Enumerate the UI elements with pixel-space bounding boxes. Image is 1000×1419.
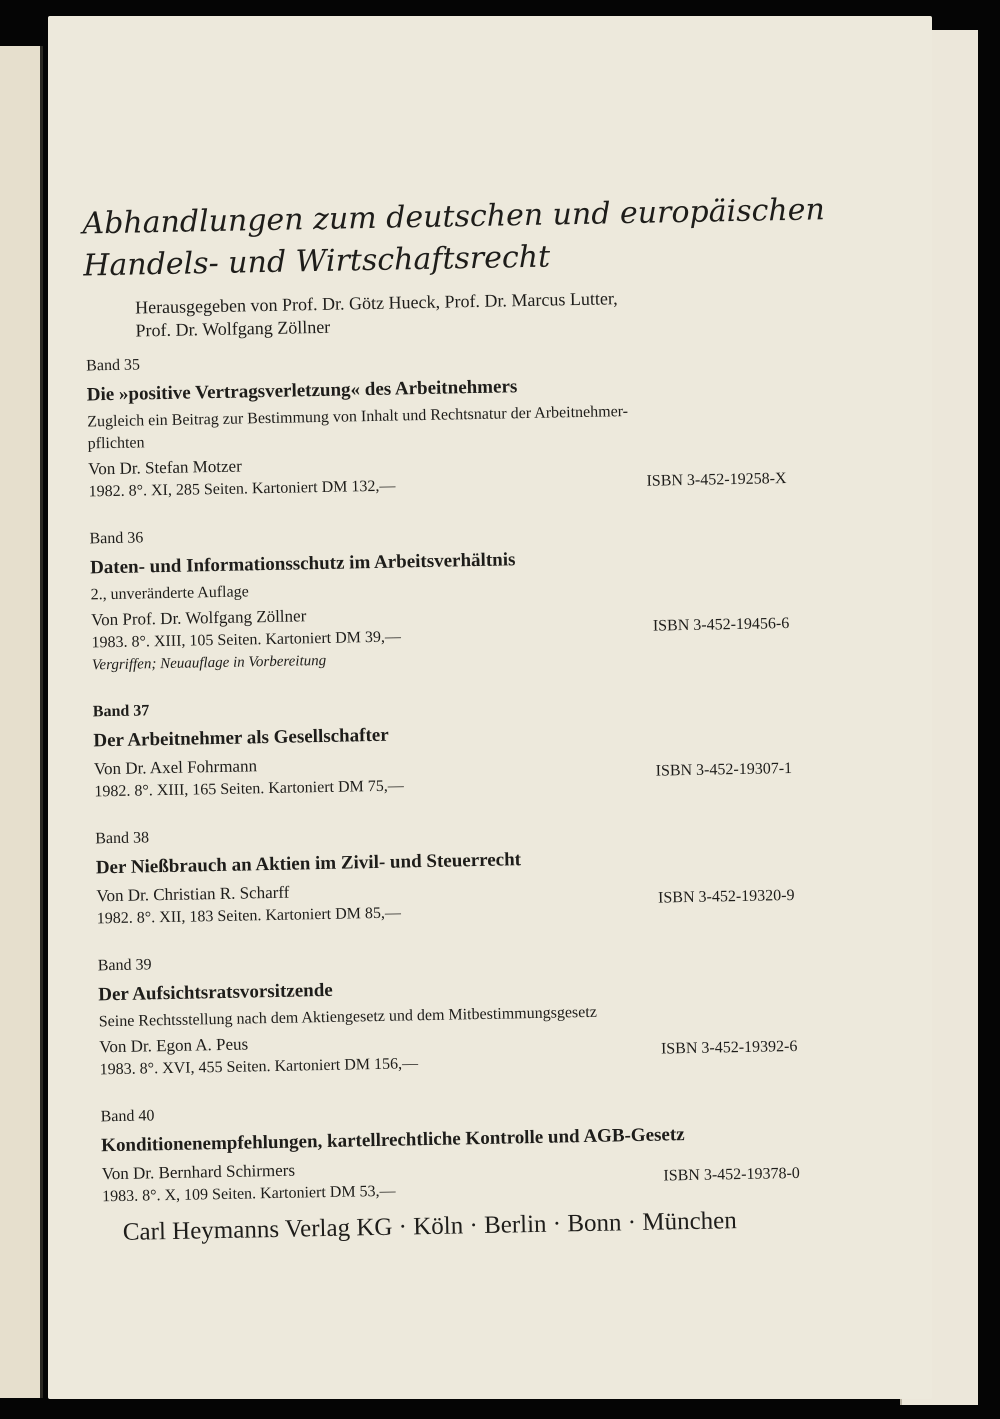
volume-subtitle-continued: pflichten: [87, 434, 145, 453]
volume-isbn: ISBN 3-452-19378-0: [663, 1164, 801, 1185]
page-content: [35, 7, 945, 1407]
series-title: [82, 189, 826, 287]
volume-details: 1982. 8°. XII, 183 Seiten. Kartoniert DM 85,—: [96, 904, 402, 928]
volume-isbn: ISBN 3-452-19320-9: [657, 886, 795, 907]
volume-author: Von Dr. Axel Fohrmann: [93, 756, 258, 779]
volume-isbn: ISBN 3-452-19392-6: [660, 1037, 798, 1058]
volume-author: Von Dr. Bernhard Schirmers: [101, 1160, 296, 1184]
volume-author: Von Dr. Egon A. Peus: [99, 1034, 249, 1057]
volume-title: Konditionenempfehlungen, kartellrechtliche Kontrolle und AGB-Gesetz: [100, 1124, 685, 1157]
volume-details: 1982. 8°. XIII, 165 Seiten. Kartoniert DM 75,—: [94, 777, 404, 801]
volume-details: 1983. 8°. X, 109 Seiten. Kartoniert DM 53,—: [101, 1182, 396, 1206]
volume-title: Daten- und Informationsschutz im Arbeitsverhältnis: [89, 549, 516, 579]
volume-entry-39: [98, 942, 798, 1081]
band-number: Band 40: [100, 1107, 155, 1126]
volume-details: 1982. 8°. XI, 285 Seiten. Kartoniert DM 132,—: [88, 477, 396, 501]
band-number: Band 38: [95, 829, 150, 848]
volume-isbn: ISBN 3-452-19307-1: [655, 759, 793, 780]
volume-title: Die »positive Vertragsverletzung« des Arbeitnehmers: [86, 376, 518, 406]
editors-line-2: Prof. Dr. Wolfgang Zöllner: [135, 316, 331, 341]
series-title-line-1: Abhandlungen zum deutschen und europäischen: [82, 192, 826, 242]
volume-entry-38: [95, 815, 795, 930]
book-page: [48, 16, 932, 1399]
volume-list: [86, 342, 801, 1233]
series-title-line-2: Handels- und Wirtschaftsrecht: [82, 239, 551, 284]
volume-author: Von Prof. Dr. Wolfgang Zöllner: [90, 606, 307, 630]
left-page-edge: [0, 46, 43, 1398]
volume-subtitle: Seine Rechtsstellung nach dem Aktiengesetz und dem Mitbestimmungsgesetz: [98, 1003, 597, 1031]
volume-isbn: ISBN 3-452-19258-X: [646, 470, 787, 490]
volume-details: 1983. 8°. XIII, 105 Seiten. Kartoniert DM 39,—: [91, 628, 402, 652]
volume-title: Der Nießbrauch an Aktien im Zivil- und Steuerrecht: [95, 849, 522, 879]
volume-author: Von Dr. Christian R. Scharff: [96, 882, 290, 906]
series-editors: [135, 287, 618, 342]
volume-details: 1983. 8°. XVI, 455 Seiten. Kartoniert DM 156,—: [99, 1055, 419, 1079]
volume-entry-40: [100, 1093, 800, 1208]
volume-edition: 2., unveränderte Auflage: [90, 583, 249, 604]
volume-author: Von Dr. Stefan Motzer: [88, 456, 242, 479]
volume-note: Vergriffen; Neuauflage in Vorbereitung: [91, 652, 327, 674]
publisher-imprint: Carl Heymanns Verlag KG · Köln · Berlin · Bonn · München: [122, 1207, 738, 1246]
band-number: Band 35: [86, 356, 141, 375]
editors-line-1: Herausgegeben von Prof. Dr. Götz Hueck, Prof. Dr. Marcus Lutter,: [134, 288, 618, 318]
band-number: Band 39: [97, 956, 152, 975]
volume-isbn: ISBN 3-452-19456-6: [652, 615, 790, 635]
band-number: Band 36: [89, 529, 144, 548]
volume-title: Der Arbeitnehmer als Gesellschafter: [93, 724, 389, 752]
band-number: Band 37: [92, 702, 150, 721]
volume-subtitle: Zugleich ein Beitrag zur Bestimmung von Inhalt und Rechtsnatur der Arbeitnehmer-: [87, 403, 629, 431]
volume-entry-35: [86, 342, 787, 503]
volume-entry-36: [89, 515, 790, 676]
volume-title: Der Aufsichtsratsvorsitzende: [98, 979, 333, 1006]
volume-entry-37: [93, 688, 793, 803]
